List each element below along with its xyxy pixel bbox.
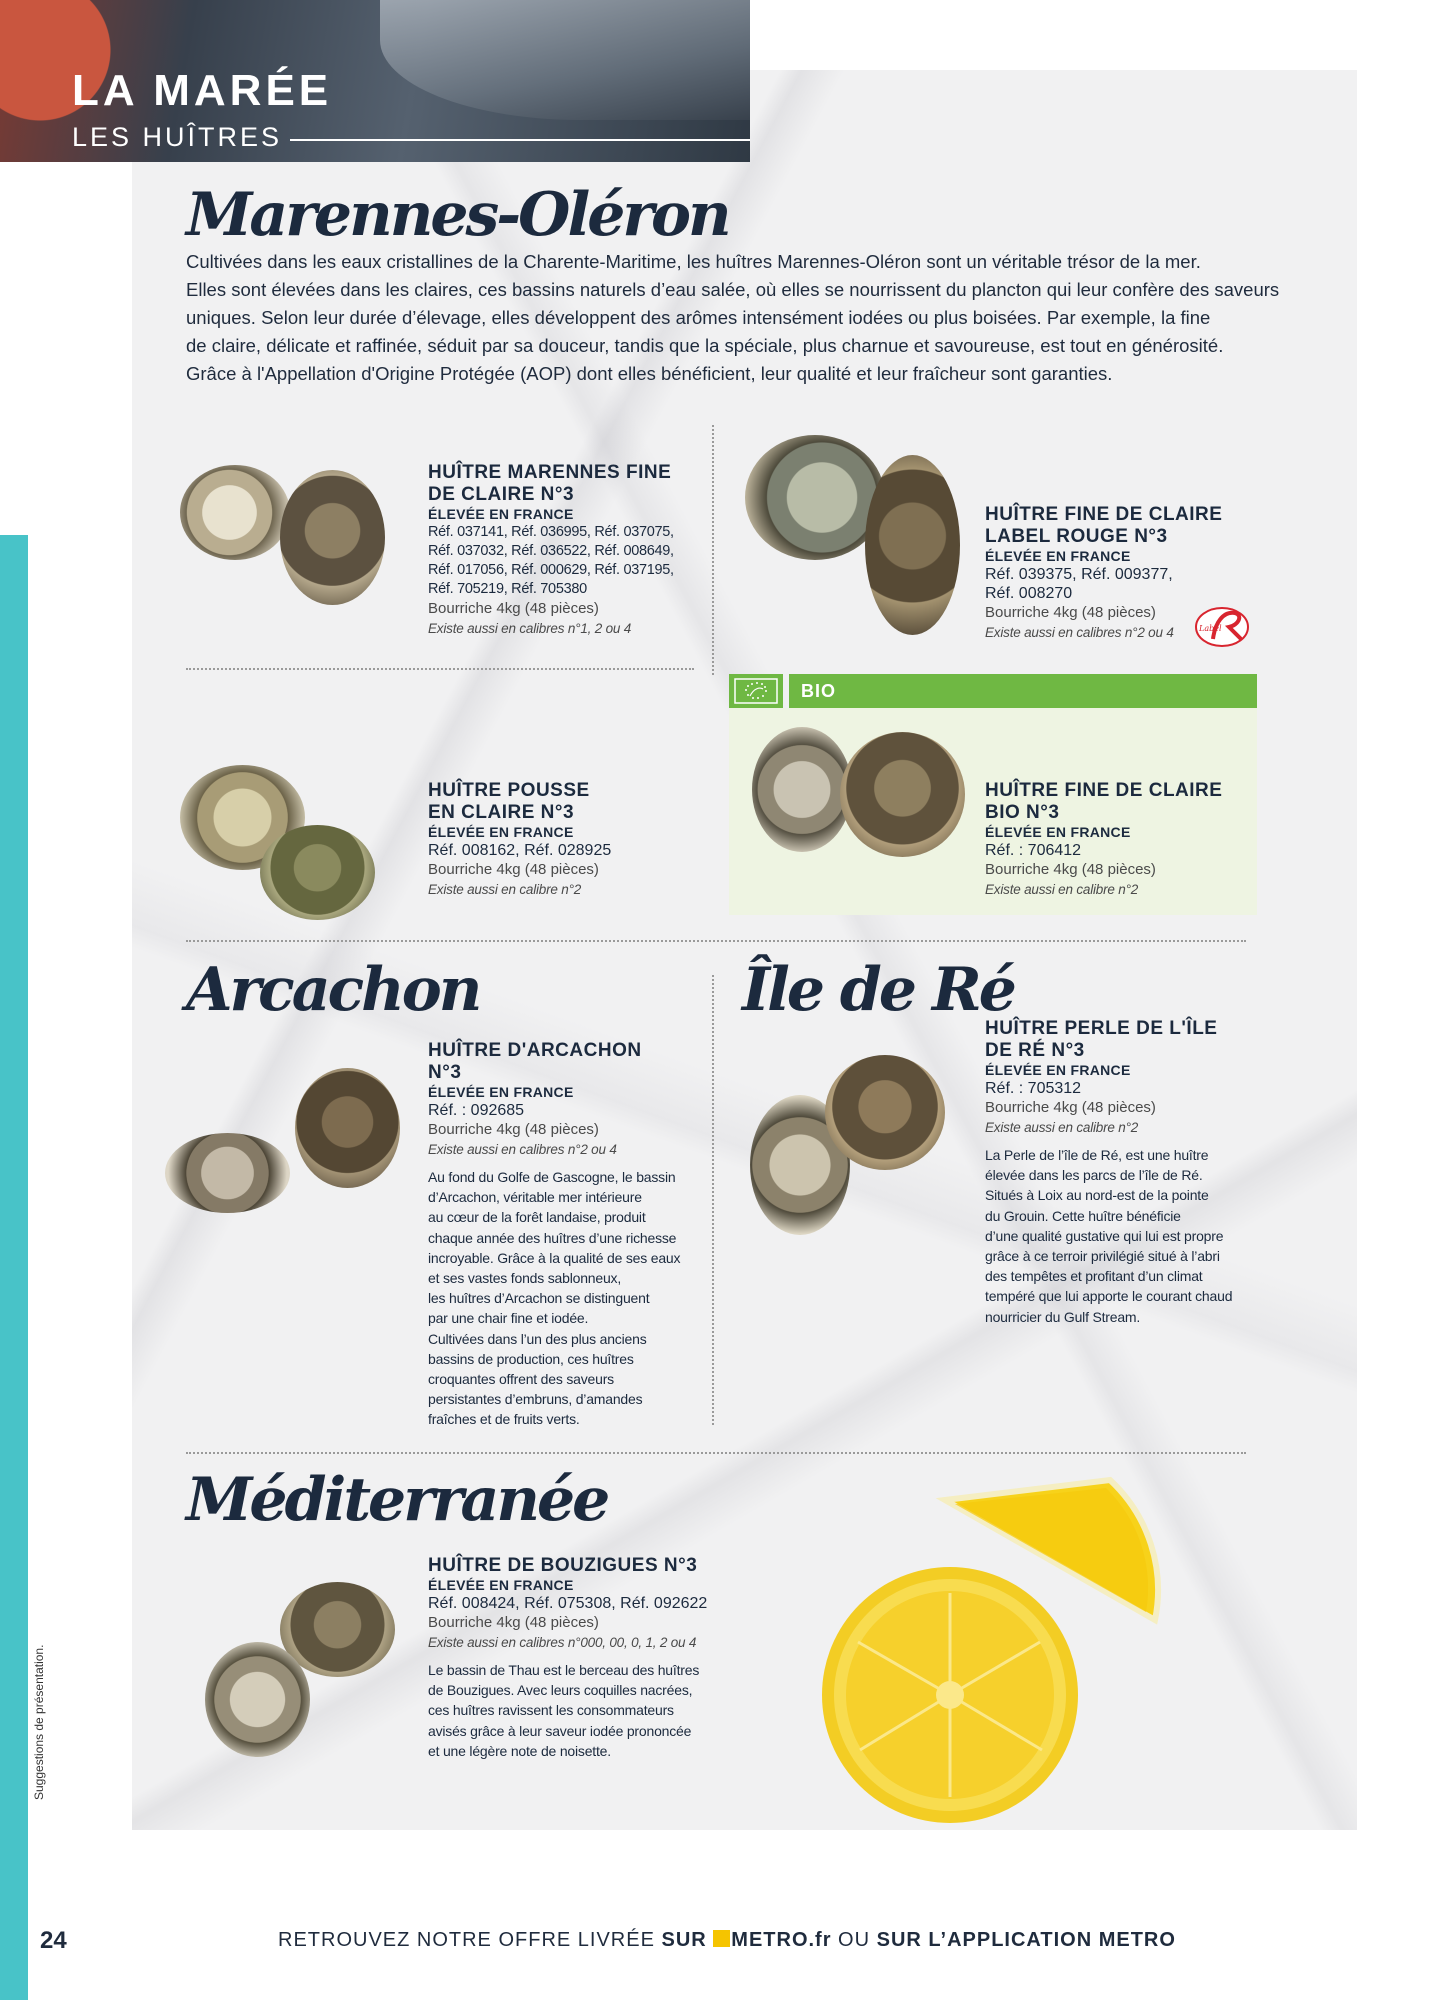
product-calibre: Existe aussi en calibres n°000, 00, 0, 1, 2 ou 4: [428, 1635, 697, 1650]
metro-logo-text: METRO.fr: [731, 1929, 832, 1951]
metro-logo[interactable]: [713, 1929, 831, 1952]
desc-line: et ses vastes fonds sablonneux,: [428, 1270, 622, 1287]
product-description: [428, 1167, 718, 1430]
product-name: HUÎTRE POUSSE: [428, 780, 590, 801]
product-origin: ÉLEVÉE EN FRANCE: [428, 1084, 574, 1100]
desc-line: ces huîtres ravissent les consommateurs: [428, 1702, 674, 1719]
intro-line: de claire, délicate et raffinée, séduit par sa douceur, tandis que la spéciale, plus charnue et savoureuse, est tout en générosité.: [186, 335, 1224, 356]
footer-text: SUR: [661, 1929, 714, 1951]
desc-line: persistantes d’embruns, d’amandes: [428, 1391, 643, 1408]
desc-line: du Grouin. Cette huître bénéficie: [985, 1207, 1181, 1224]
product-calibre: Existe aussi en calibres n°1, 2 ou 4: [428, 621, 632, 636]
oyster-shell: [165, 1133, 290, 1213]
desc-line: croquantes offrent des saveurs: [428, 1371, 614, 1388]
intro-line: Cultivées dans les eaux cristallines de la Charente-Maritime, les huîtres Marennes-Oléron sont un véritable trésor de la mer.: [186, 251, 1201, 272]
footer-text: OU: [831, 1929, 877, 1951]
product-origin: ÉLEVÉE EN FRANCE: [985, 548, 1131, 564]
label-rouge-logo: [1193, 603, 1251, 649]
page-number: 24: [40, 1927, 67, 1954]
footer-text: SUR L’APPLICATION METRO: [876, 1929, 1176, 1951]
oyster-photo: [752, 722, 972, 862]
product-calibre: Existe aussi en calibre n°2: [985, 882, 1139, 897]
desc-line: nourricier du Gulf Stream.: [985, 1308, 1141, 1325]
bio-label: BIO: [789, 674, 1257, 708]
desc-line: chaque année des huîtres d’une richesse: [428, 1229, 677, 1246]
oyster-shell: [280, 470, 385, 605]
section-title-arcachon: Arcachon: [186, 955, 480, 1025]
divider-horizontal: [186, 668, 694, 670]
oyster-shell: [260, 825, 375, 920]
product-ref: Réf. 705219, Réf. 705380: [428, 581, 587, 597]
desc-line: Situés à Loix au nord-est de la pointe: [985, 1187, 1209, 1204]
header-banner: [0, 0, 750, 162]
product-name: LABEL ROUGE N°3: [985, 526, 1168, 547]
desc-line: incroyable. Grâce à la qualité de ses eaux: [428, 1249, 681, 1266]
desc-line: La Perle de l’île de Ré, est une huître: [985, 1147, 1209, 1163]
header-subtitle: LES HUÎTRES: [72, 122, 283, 152]
footer-text: RETROUVEZ NOTRE OFFRE LIVRÉE: [278, 1929, 662, 1951]
product-ref: Réf. 039375, Réf. 009377,: [985, 566, 1173, 583]
oyster-shell: [865, 455, 960, 635]
metro-square-icon: [713, 1930, 730, 1947]
oyster-shell: [752, 727, 852, 852]
product-calibre: Existe aussi en calibre n°2: [985, 1120, 1139, 1135]
organic-leaf-icon: [734, 678, 778, 704]
product-origin: ÉLEVÉE EN FRANCE: [985, 1062, 1131, 1078]
oyster-photo: [180, 755, 380, 925]
intro-paragraph: [186, 248, 1326, 388]
product-name: HUÎTRE PERLE DE L'ÎLE: [985, 1018, 1218, 1039]
product-packaging: Bourriche 4kg (48 pièces): [428, 1121, 599, 1138]
oyster-shell: [180, 465, 290, 560]
svg-text:Label: Label: [1199, 624, 1222, 633]
product-calibre: Existe aussi en calibres n°2 ou 4: [428, 1142, 617, 1157]
desc-line: Le bassin de Thau est le berceau des huîtres: [428, 1662, 700, 1678]
section-title-ile-de-re: Île de Ré: [742, 955, 1014, 1025]
header-rule: [290, 139, 750, 141]
footer-cta: [278, 1929, 1176, 1952]
section-title-marennes: Marennes-Oléron: [186, 180, 729, 250]
section-title-mediterranee: Méditerranée: [186, 1465, 608, 1535]
product-ref: Réf. : 706412: [985, 842, 1082, 859]
oyster-photo: [750, 1055, 950, 1245]
product-name: EN CLAIRE N°3: [428, 802, 575, 823]
product-origin: ÉLEVÉE EN FRANCE: [428, 824, 574, 840]
product-name: HUÎTRE FINE DE CLAIRE: [985, 780, 1223, 801]
bio-header: [729, 674, 1257, 708]
product-ref: Réf. 008270: [985, 585, 1073, 602]
product-ref: Réf. : 705312: [985, 1080, 1082, 1097]
product-name: BIO N°3: [985, 802, 1060, 823]
product-packaging: Bourriche 4kg (48 pièces): [428, 1614, 599, 1631]
product-fine-de-claire-bio: [985, 780, 1275, 899]
product-bouzigues: [428, 1555, 758, 1761]
desc-line: tempéré que lui apporte le courant chaud: [985, 1288, 1233, 1305]
accent-stripe: [0, 535, 28, 2000]
presentation-note: Suggestions de présentation.: [32, 1644, 46, 1800]
label-rouge-icon: [1193, 603, 1251, 649]
desc-line: et une légère note de noisette.: [428, 1742, 611, 1759]
product-ref: Réf. 037141, Réf. 036995, Réf. 037075,: [428, 524, 674, 540]
divider-horizontal: [186, 940, 1246, 942]
oyster-shell: [825, 1055, 945, 1170]
product-ref: Réf. 037032, Réf. 036522, Réf. 008649,: [428, 543, 674, 559]
product-calibre: Existe aussi en calibre n°2: [428, 882, 582, 897]
product-name: N°3: [428, 1062, 462, 1083]
product-marennes-fine-de-claire: [428, 462, 718, 638]
product-name: HUÎTRE DE BOUZIGUES N°3: [428, 1555, 698, 1576]
desc-line: par une chair fine et iodée.: [428, 1310, 589, 1327]
lemon-icon: [780, 1470, 1220, 1830]
oyster-photo: [165, 1068, 405, 1218]
product-origin: ÉLEVÉE EN FRANCE: [985, 824, 1131, 840]
product-description: [985, 1145, 1275, 1327]
product-calibre: Existe aussi en calibres n°2 ou 4: [985, 625, 1174, 640]
desc-line: Cultivées dans l’un des plus anciens: [428, 1330, 647, 1347]
product-ref: Réf. : 092685: [428, 1102, 525, 1119]
oyster-shell: [745, 435, 885, 560]
product-name: HUÎTRE D'ARCACHON: [428, 1040, 642, 1061]
oyster-photo: [205, 1582, 405, 1762]
product-packaging: Bourriche 4kg (48 pièces): [428, 861, 599, 878]
oyster-shell: [295, 1068, 400, 1188]
intro-line: Grâce à l'Appellation d'Origine Protégée (AOP) dont elles bénéficient, leur qualité et leur fraîcheur sont garanties.: [186, 363, 1113, 384]
oyster-shell: [840, 732, 965, 857]
desc-line: bassins de production, ces huîtres: [428, 1350, 634, 1367]
product-name: DE CLAIRE N°3: [428, 484, 575, 505]
product-packaging: Bourriche 4kg (48 pièces): [985, 604, 1156, 621]
desc-line: au cœur de la forêt landaise, produit: [428, 1209, 646, 1226]
oyster-photo: [180, 455, 400, 605]
product-packaging: Bourriche 4kg (48 pièces): [428, 600, 599, 617]
product-perle-ile-de-re: [985, 1018, 1275, 1327]
product-pousse-en-claire: [428, 780, 718, 899]
intro-line: Elles sont élevées dans les claires, ces bassins naturels d’eau salée, où elles se nourrissent du plancton qui leur confère des saveurs: [186, 279, 1280, 300]
intro-line: uniques. Selon leur durée d’élevage, elles développent des arômes intensément iodées ou plus boisées. Par exemple, la fine: [186, 307, 1211, 328]
desc-line: grâce à ce terroir privilégié situé à l’abri: [985, 1248, 1220, 1265]
oyster-photo: [745, 430, 965, 640]
product-origin: ÉLEVÉE EN FRANCE: [428, 1577, 574, 1593]
desc-line: fraîches et de fruits verts.: [428, 1411, 580, 1428]
desc-line: avisés grâce à leur saveur iodée prononcée: [428, 1722, 692, 1739]
header-title: LA MARÉE: [72, 66, 333, 115]
eu-organic-logo: [729, 674, 783, 708]
product-ref: Réf. 017056, Réf. 000629, Réf. 037195,: [428, 562, 674, 578]
desc-line: Au fond du Golfe de Gascogne, le bassin: [428, 1169, 676, 1185]
product-arcachon: [428, 1040, 718, 1430]
desc-line: de Bouzigues. Avec leurs coquilles nacrées,: [428, 1682, 693, 1699]
product-packaging: Bourriche 4kg (48 pièces): [985, 1099, 1156, 1116]
product-name: HUÎTRE FINE DE CLAIRE: [985, 504, 1223, 525]
desc-line: d’une qualité gustative qui lui est propre: [985, 1227, 1224, 1244]
product-packaging: Bourriche 4kg (48 pièces): [985, 861, 1156, 878]
product-origin: ÉLEVÉE EN FRANCE: [428, 506, 574, 522]
fish-photo: [380, 0, 750, 120]
desc-line: les huîtres d’Arcachon se distinguent: [428, 1290, 650, 1307]
product-name: HUÎTRE MARENNES FINE: [428, 462, 672, 483]
product-ref: Réf. 008424, Réf. 075308, Réf. 092622: [428, 1595, 708, 1612]
divider-horizontal: [186, 1452, 1246, 1454]
desc-line: d’Arcachon, véritable mer intérieure: [428, 1189, 642, 1206]
desc-line: élevée dans les parcs de l’île de Ré.: [985, 1167, 1203, 1184]
product-description: [428, 1660, 758, 1761]
lemon-photo: [780, 1470, 1220, 1830]
product-name: DE RÉ N°3: [985, 1040, 1085, 1061]
oyster-shell: [205, 1642, 310, 1757]
product-ref: Réf. 008162, Réf. 028925: [428, 842, 612, 859]
desc-line: des tempêtes et profitant d’un climat: [985, 1268, 1203, 1285]
